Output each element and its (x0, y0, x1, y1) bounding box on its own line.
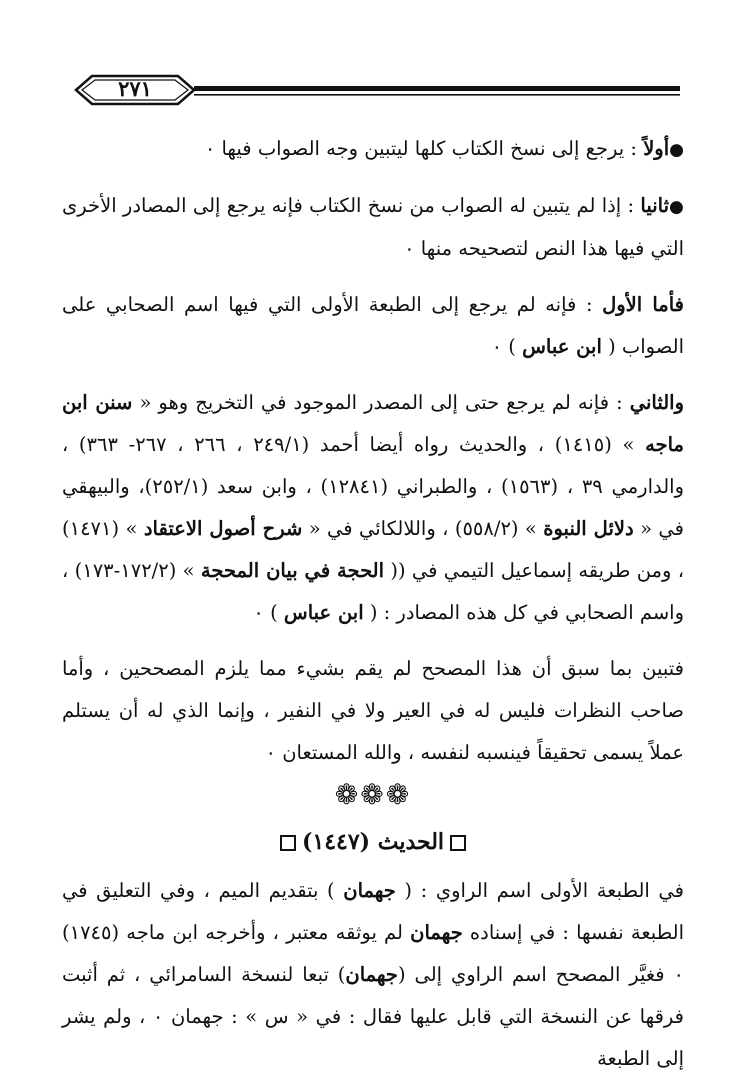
narrator-name: جهمان (410, 921, 463, 944)
text-segment: ) تبعا لنسخة السامرائي ، ثم أثبت فرقها عن النسخة التي قابل عليها فقال : في « س » : جهمان ٠ ، ولم يشر إلى الطبعة (62, 963, 684, 1070)
narrator-name: جهمان (343, 879, 396, 902)
first-text: : يرجع إلى نسخ الكتاب كلها ليتبين وجه الصواب فيها ٠ (204, 137, 644, 160)
paragraph-conclusion (62, 648, 684, 774)
source-title: دلائل النبوة (543, 517, 634, 540)
text-segment: : فإنه لم يرجع حتى إلى المصدر الموجود في التخريج وهو « (132, 391, 630, 414)
first-label: أولاً (643, 137, 670, 160)
text-segment: » (١٤٧١) ، ومن طريقه إسماعيل التيمي في (( (62, 517, 685, 582)
source-title: سنن ابن ماجه (62, 391, 684, 456)
text-segment: » (٥٥٨/٢) ، واللالكائي في « (302, 517, 544, 540)
source-title: شرح أصول الاعتقاد (143, 517, 303, 540)
box-icon (280, 835, 296, 851)
text-segment: لم يوثقه معتبر ، وأخرجه ابن ماجه (١٧٤٥) ٠ فغيَّر المصحح اسم الراوي إلى ( (62, 921, 684, 986)
paragraph-hadith (62, 870, 684, 1080)
hadith-heading-text: الحديث (١٤٤٧) (301, 829, 445, 855)
narrator-name: جهمان (345, 963, 398, 986)
bullet-icon: ● (669, 140, 684, 160)
page-header (70, 68, 682, 112)
first-point-text: : فإنه لم يرجع إلى الطبعة الأولى التي فيها اسم الصحابي على الصواب ( (62, 293, 684, 358)
bullet-icon: ● (669, 197, 684, 217)
paragraph-second (62, 185, 684, 270)
paragraph-first (62, 128, 684, 171)
second-text: : إذا لم يتبين له الصواب من نسخ الكتاب فإنه يرجع إلى المصادر الأخرى التي فيها هذا النص لتصحيحه منها ٠ (62, 194, 684, 260)
text-segment: » (١٤١٥) ، والحديث رواه أيضا أحمد (٢٤٩/١ ، ٢٦٦ ، ٢٦٧- ٣٦٣) ، والدارمي ٣٩ ، (١٥٦٣) ، والطبراني (١٢٨٤١) ، وابن سعد (٢٥٢/١)، والبيهقي في « (62, 433, 685, 540)
first-point-label: فأما الأول (602, 293, 685, 316)
text-segment: ) ٠ (253, 601, 284, 624)
text-segment: في الطبعة الأولى اسم الراوي : ( (395, 879, 684, 902)
paragraph-first-point (62, 284, 684, 368)
page-number: ٢٧١ (118, 76, 152, 101)
companion-name: ابن عباس (522, 335, 602, 358)
hadith-heading (62, 824, 684, 860)
text-segment: » (١٧٢/٢-١٧٣) ، واسم الصحابي في كل هذه المصادر : ( (62, 559, 684, 624)
paragraph-second-point (62, 382, 684, 634)
source-title: الحجة في بيان المحجة (200, 559, 385, 582)
text-segment: ) بتقديم الميم ، وفي التعليق في الطبعة نفسها : في إسناده (62, 879, 685, 944)
second-label: ثانيا (640, 194, 670, 217)
first-point-tail: ) ٠ (491, 335, 523, 358)
page-body (62, 128, 684, 1080)
box-icon (450, 835, 466, 851)
second-point-label: والثاني (629, 391, 685, 414)
companion-name: ابن عباس (283, 601, 364, 624)
ornament-divider-icon: ❁❁❁ (334, 778, 412, 811)
conclusion-text: فتبين بما سبق أن هذا المصحح لم يقم بشيء مما يلزم المصححين ، وأما صاحب النظرات فليس له في العير ولا في النفير ، وإنما الذي له أن يستلم عملاً يسمى تحقيقاً فينسبه لنفسه ، والله المستعان ٠ (62, 657, 684, 764)
